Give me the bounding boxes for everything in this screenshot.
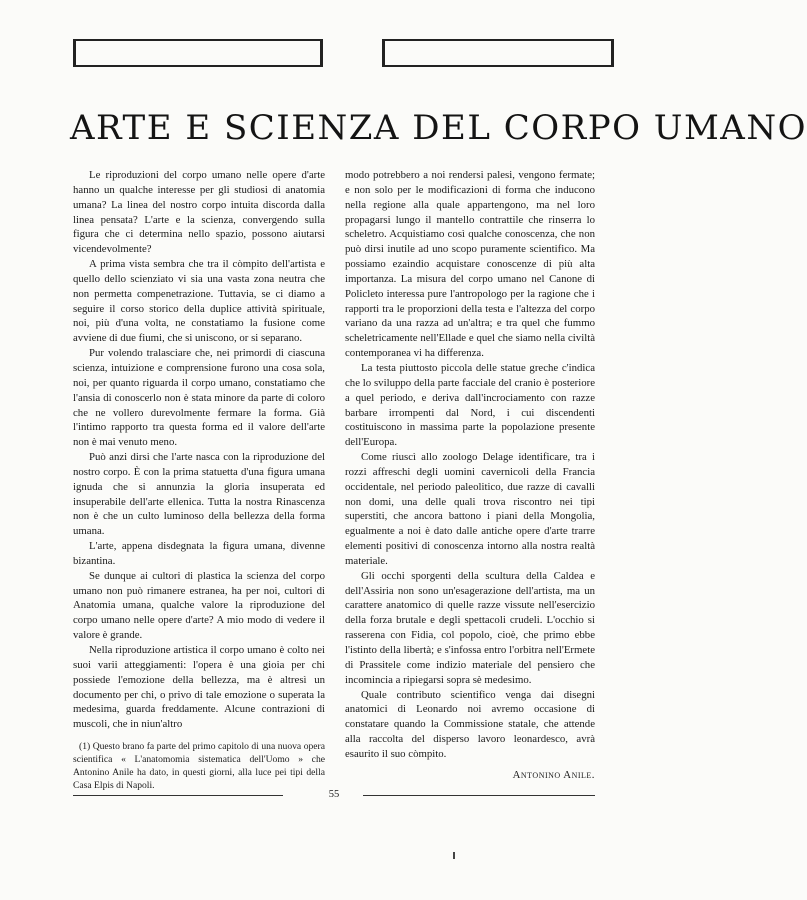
paragraph: Se dunque ai cultori di plastica la scienza del corpo umano non può rimanere estranea, ha per noi, cultori di Anatomia umana, qualche valore la riproduzione del corpo umano nelle opere d'arte? A mio modo di vedere il valore è grande. [73, 569, 325, 642]
header-frame-right [382, 39, 614, 67]
paragraph: Può anzi dirsi che l'arte nasca con la riproduzione del nostro corpo. È con la prima statuetta d'una figura umana ignuda che si annunzia la gloria insuperata ed insuperabile dell'arte ellenica. Tutta la nostra Rinascenza non è che un culto luminoso della bellezza della forma umana. [73, 451, 325, 538]
header-frame-left [73, 39, 323, 67]
paragraph: Nella riproduzione artistica il corpo umano è colto nei suoi varii atteggiamenti: l'opera è una gioia per chi possiede l'emozione della bellezza, ma è altresì un documento per chi, o privo di tale emozione o superata la medesima, guarda freddamente. Alcune contrazioni di muscoli, che in niun'altro [73, 644, 325, 731]
paragraph: L'arte, appena disdegnata la figura umana, divenne bizantina. [73, 540, 325, 567]
right-column [345, 168, 595, 783]
paragraph: Pur volendo tralasciare che, nei primordi di ciascuna scienza, intuizione e comprensione furono una cosa sola, noi, per quanto riguarda il corpo umano, constatiamo che l'ansia di conoscerlo non è stata minore da parte di coloro che ne vollero durevolmente fermare la forma. Già l'intimo rapporto tra questa forma ed il valore dell'arte non è mai venuto meno. [73, 347, 325, 449]
print-speck [453, 852, 455, 859]
paragraph: La testa piuttosto piccola delle statue greche c'indica che lo sviluppo della parte facciale del cranio è posteriore a quel periodo, e deriva dall'incrociamento con razze barbare irrompenti dal Nord, i cui discendenti costituiscono in massima parte la popolazione presente dell'Europa. [345, 361, 595, 449]
paragraph: Le riproduzioni del corpo umano nelle opere d'arte hanno un qualche interesse per gli studiosi di anatomia umana? La linea del nostro corpo intuita discorda dalla linea pensata? L'arte e la scienza, convergendo sulla figura che ci determina nello spazio, possono aiutarsi vicendevolmente? [73, 169, 325, 256]
paragraph: Come riuscì allo zoologo Delage identificare, tra i rozzi affreschi degli uomini cavernicoli della Francia occidentale, nel periodo paleolitico, due razze di cavalli non domi, una delle quali trova riscontro nei tipi superstiti, che ancora battono i piani della Mongolia, egualmente a noi è dato dalle antiche opere d'arte trarre elementi positivi di conoscenza intorno alla nostra realtà materiale. [345, 451, 595, 567]
page-number: 55 [328, 789, 340, 800]
paragraph: modo potrebbero a noi rendersi palesi, vengono fermate; e non solo per le modificazioni di forma che inducono nella regione alla quale appartengono, ma nel loro propagarsi lungo il mantello contrattile che rinserra lo scheletro. Acquistiamo così qualche conoscenza, che non può dirsi inutile ad uno scopo puramente scientifico. Ma possiamo ezaindio acquistare conoscenze di più alta importanza. La misura del corpo umano nel Canone di Policleto interessa pure l'antropologo per la ragione che i rapporti tra le proporzioni della testa e l'altezza del corpo variano da una razza ad un'altra; e tra quel che fummo scheletricamente nell'Ellade e quel che siamo nella civiltà contemporanea vi ha differenza. [345, 169, 595, 360]
footer-rule-left [73, 795, 283, 796]
paragraph: A prima vista sembra che tra il còmpito dell'artista e quello dello scienziato vi sia una vasta zona neutra che non permetta compenetrazione. Tuttavia, se ci diamo a seguire il corso storico della duplice attività spirituale, noi, più d'una volta, ne constatiamo la fusione come avviene di due fiumi, che si uniscono, or si separano. [73, 258, 325, 345]
paragraph: Quale contributo scientifico venga dai disegni anatomici di Leonardo noi avremo occasione di constatare quando la Commissione statale, che attende alla raccolta del disperso lavoro leonardesco, avrà esaurito il suo còmpito. [345, 688, 595, 760]
footnote: (1) Questo brano fa parte del primo capitolo di una nuova opera scientifica « L'anatomomia sistematica dell'Uomo » che Antonino Anile ha dato, in questi giorni, alla luce pei tipi della Casa Elpis di Napoli. [73, 741, 325, 792]
article-title: ARTE E SCIENZA DEL CORPO UMANO [70, 108, 807, 148]
footer-rule-right [363, 795, 595, 796]
paragraph: Gli occhi sporgenti della scultura della Caldea e dell'Assiria non sono un'esagerazione dell'artista, ma un carattere anatomico di quelle razze vissute nell'esercizio della forza brutale e degli spettacoli crudeli. L'occhio si rasserena con Fidia, col popolo, cioè, che primo ebbe l'istinto della libertà; e s'infossa entro l'orbitra nell'Ermete di Prassitele come indizio materiale del pensiero che incomincia a ripiegarsi sopra sè medesimo. [345, 569, 595, 686]
left-column [73, 168, 325, 792]
page-footer [73, 789, 595, 803]
author-signature: Antonino Anile. [512, 768, 595, 781]
